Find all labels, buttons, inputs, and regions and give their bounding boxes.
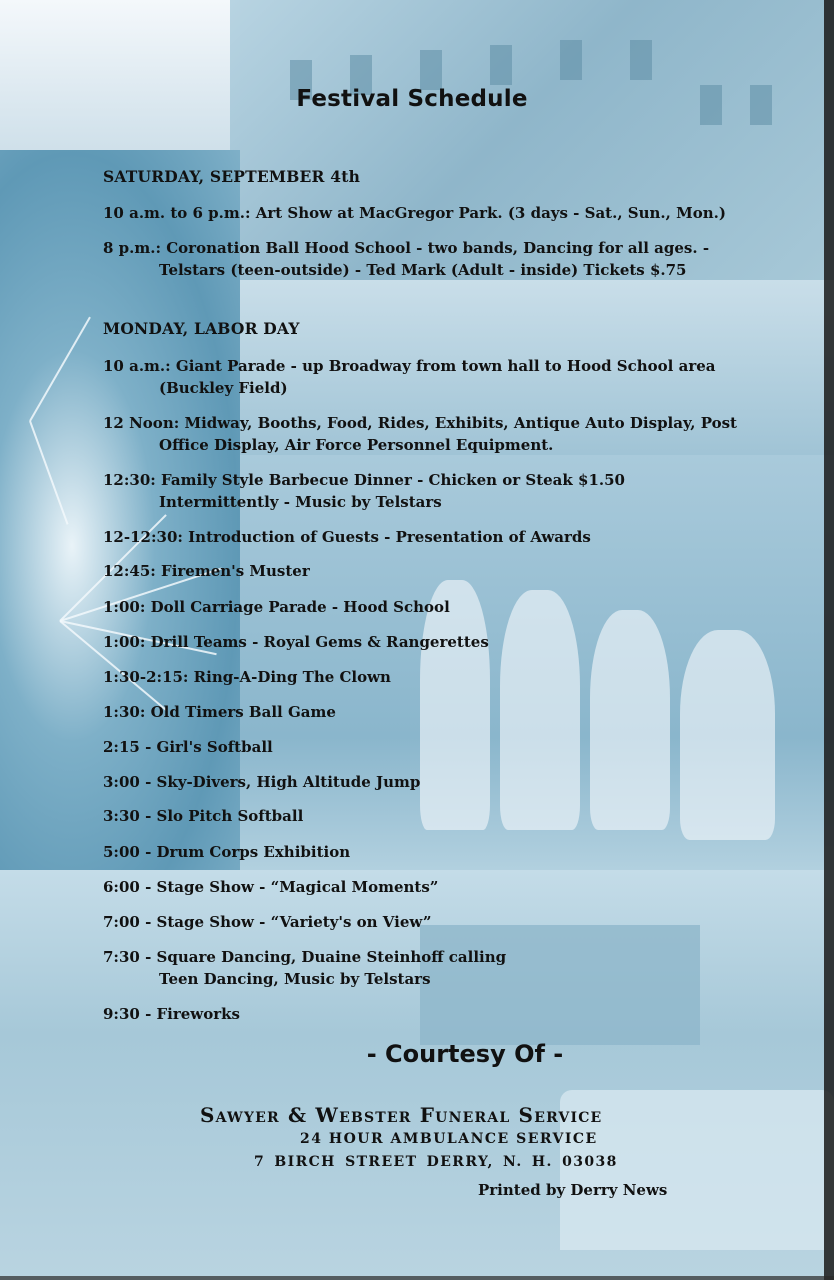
entry-continuation: Intermittently - Music by Telstars: [159, 493, 442, 511]
schedule-entry: [103, 469, 625, 513]
ambulance-line: 24 HOUR AMBULANCE SERVICE: [300, 1131, 598, 1147]
page-title: Festival Schedule: [296, 86, 528, 112]
schedule-entry: [103, 1003, 240, 1025]
printed-by: Printed by Derry News: [478, 1181, 668, 1199]
entry-continuation: Telstars (teen-outside) - Ted Mark (Adult - inside) Tickets $.75: [159, 261, 687, 279]
entry-text: 3:30 - Slo Pitch Softball: [103, 807, 304, 825]
entry-text: 5:00 - Drum Corps Exhibition: [103, 843, 351, 861]
entry-text: 3:00 - Sky-Divers, High Altitude Jump: [103, 773, 421, 791]
schedule-entry: [103, 412, 737, 456]
sponsor-address: 7 BIRCH STREET DERRY, N. H. 03038: [254, 1154, 618, 1170]
scan-edge-right: [824, 0, 834, 1280]
entry-text: 12-12:30: Introduction of Guests - Presentation of Awards: [103, 528, 591, 546]
schedule-entry: [103, 355, 715, 399]
schedule-entry: [103, 631, 489, 653]
day-heading-saturday: SATURDAY, SEPTEMBER 4th: [103, 167, 361, 186]
day-heading-monday: MONDAY, LABOR DAY: [103, 319, 300, 338]
scan-edge-bottom: [0, 1276, 834, 1280]
entry-continuation: (Buckley Field): [159, 379, 288, 397]
entry-text: 10 a.m.: Giant Parade - up Broadway from town hall to Hood School area: [103, 357, 716, 375]
schedule-entry: [103, 841, 350, 863]
entry-text: 1:00: Drill Teams - Royal Gems & Rangerettes: [103, 633, 489, 651]
entry-text: 9:30 - Fireworks: [103, 1005, 240, 1023]
schedule-entry: [103, 202, 726, 224]
schedule-entry: [103, 805, 303, 827]
entry-text: 12 Noon: Midway, Booths, Food, Rides, Exhibits, Antique Auto Display, Post: [103, 414, 737, 432]
entry-text: 7:30 - Square Dancing, Duaine Steinhoff calling: [103, 948, 507, 966]
schedule-entry: [103, 560, 310, 582]
entry-text: 10 a.m. to 6 p.m.: Art Show at MacGregor Park. (3 days - Sat., Sun., Mon.): [103, 204, 726, 222]
schedule-entry: [103, 946, 506, 990]
schedule-entry: [103, 666, 391, 688]
entry-text: 7:00 - Stage Show - “Variety's on View”: [103, 913, 432, 931]
entry-text: 1:30: Old Timers Ball Game: [103, 703, 336, 721]
entry-continuation: Office Display, Air Force Personnel Equipment.: [159, 436, 554, 454]
entry-text: 6:00 - Stage Show - “Magical Moments”: [103, 878, 439, 896]
entry-text: 1:30-2:15: Ring-A-Ding The Clown: [103, 668, 391, 686]
entry-text: 2:15 - Girl's Softball: [103, 738, 273, 756]
entry-text: 8 p.m.: Coronation Ball Hood School - two bands, Dancing for all ages. -: [103, 239, 710, 257]
schedule-entry: [103, 736, 273, 758]
entry-continuation: Teen Dancing, Music by Telstars: [159, 970, 431, 988]
entry-text: 1:00: Doll Carriage Parade - Hood School: [103, 598, 450, 616]
entry-text: 12:30: Family Style Barbecue Dinner - Chicken or Steak $1.50: [103, 471, 625, 489]
courtesy-heading: - Courtesy Of -: [366, 1040, 564, 1068]
schedule-entry: [103, 876, 438, 898]
schedule-entry: [103, 596, 450, 618]
schedule-entry: [103, 911, 432, 933]
entry-text: 12:45: Firemen's Muster: [103, 562, 310, 580]
sponsor-name: Sawyer & Webster Funeral Service: [200, 1103, 603, 1127]
schedule-entry: [103, 701, 336, 723]
schedule-entry: [103, 526, 591, 548]
schedule-entry: [103, 237, 709, 281]
schedule-entry: [103, 771, 420, 793]
